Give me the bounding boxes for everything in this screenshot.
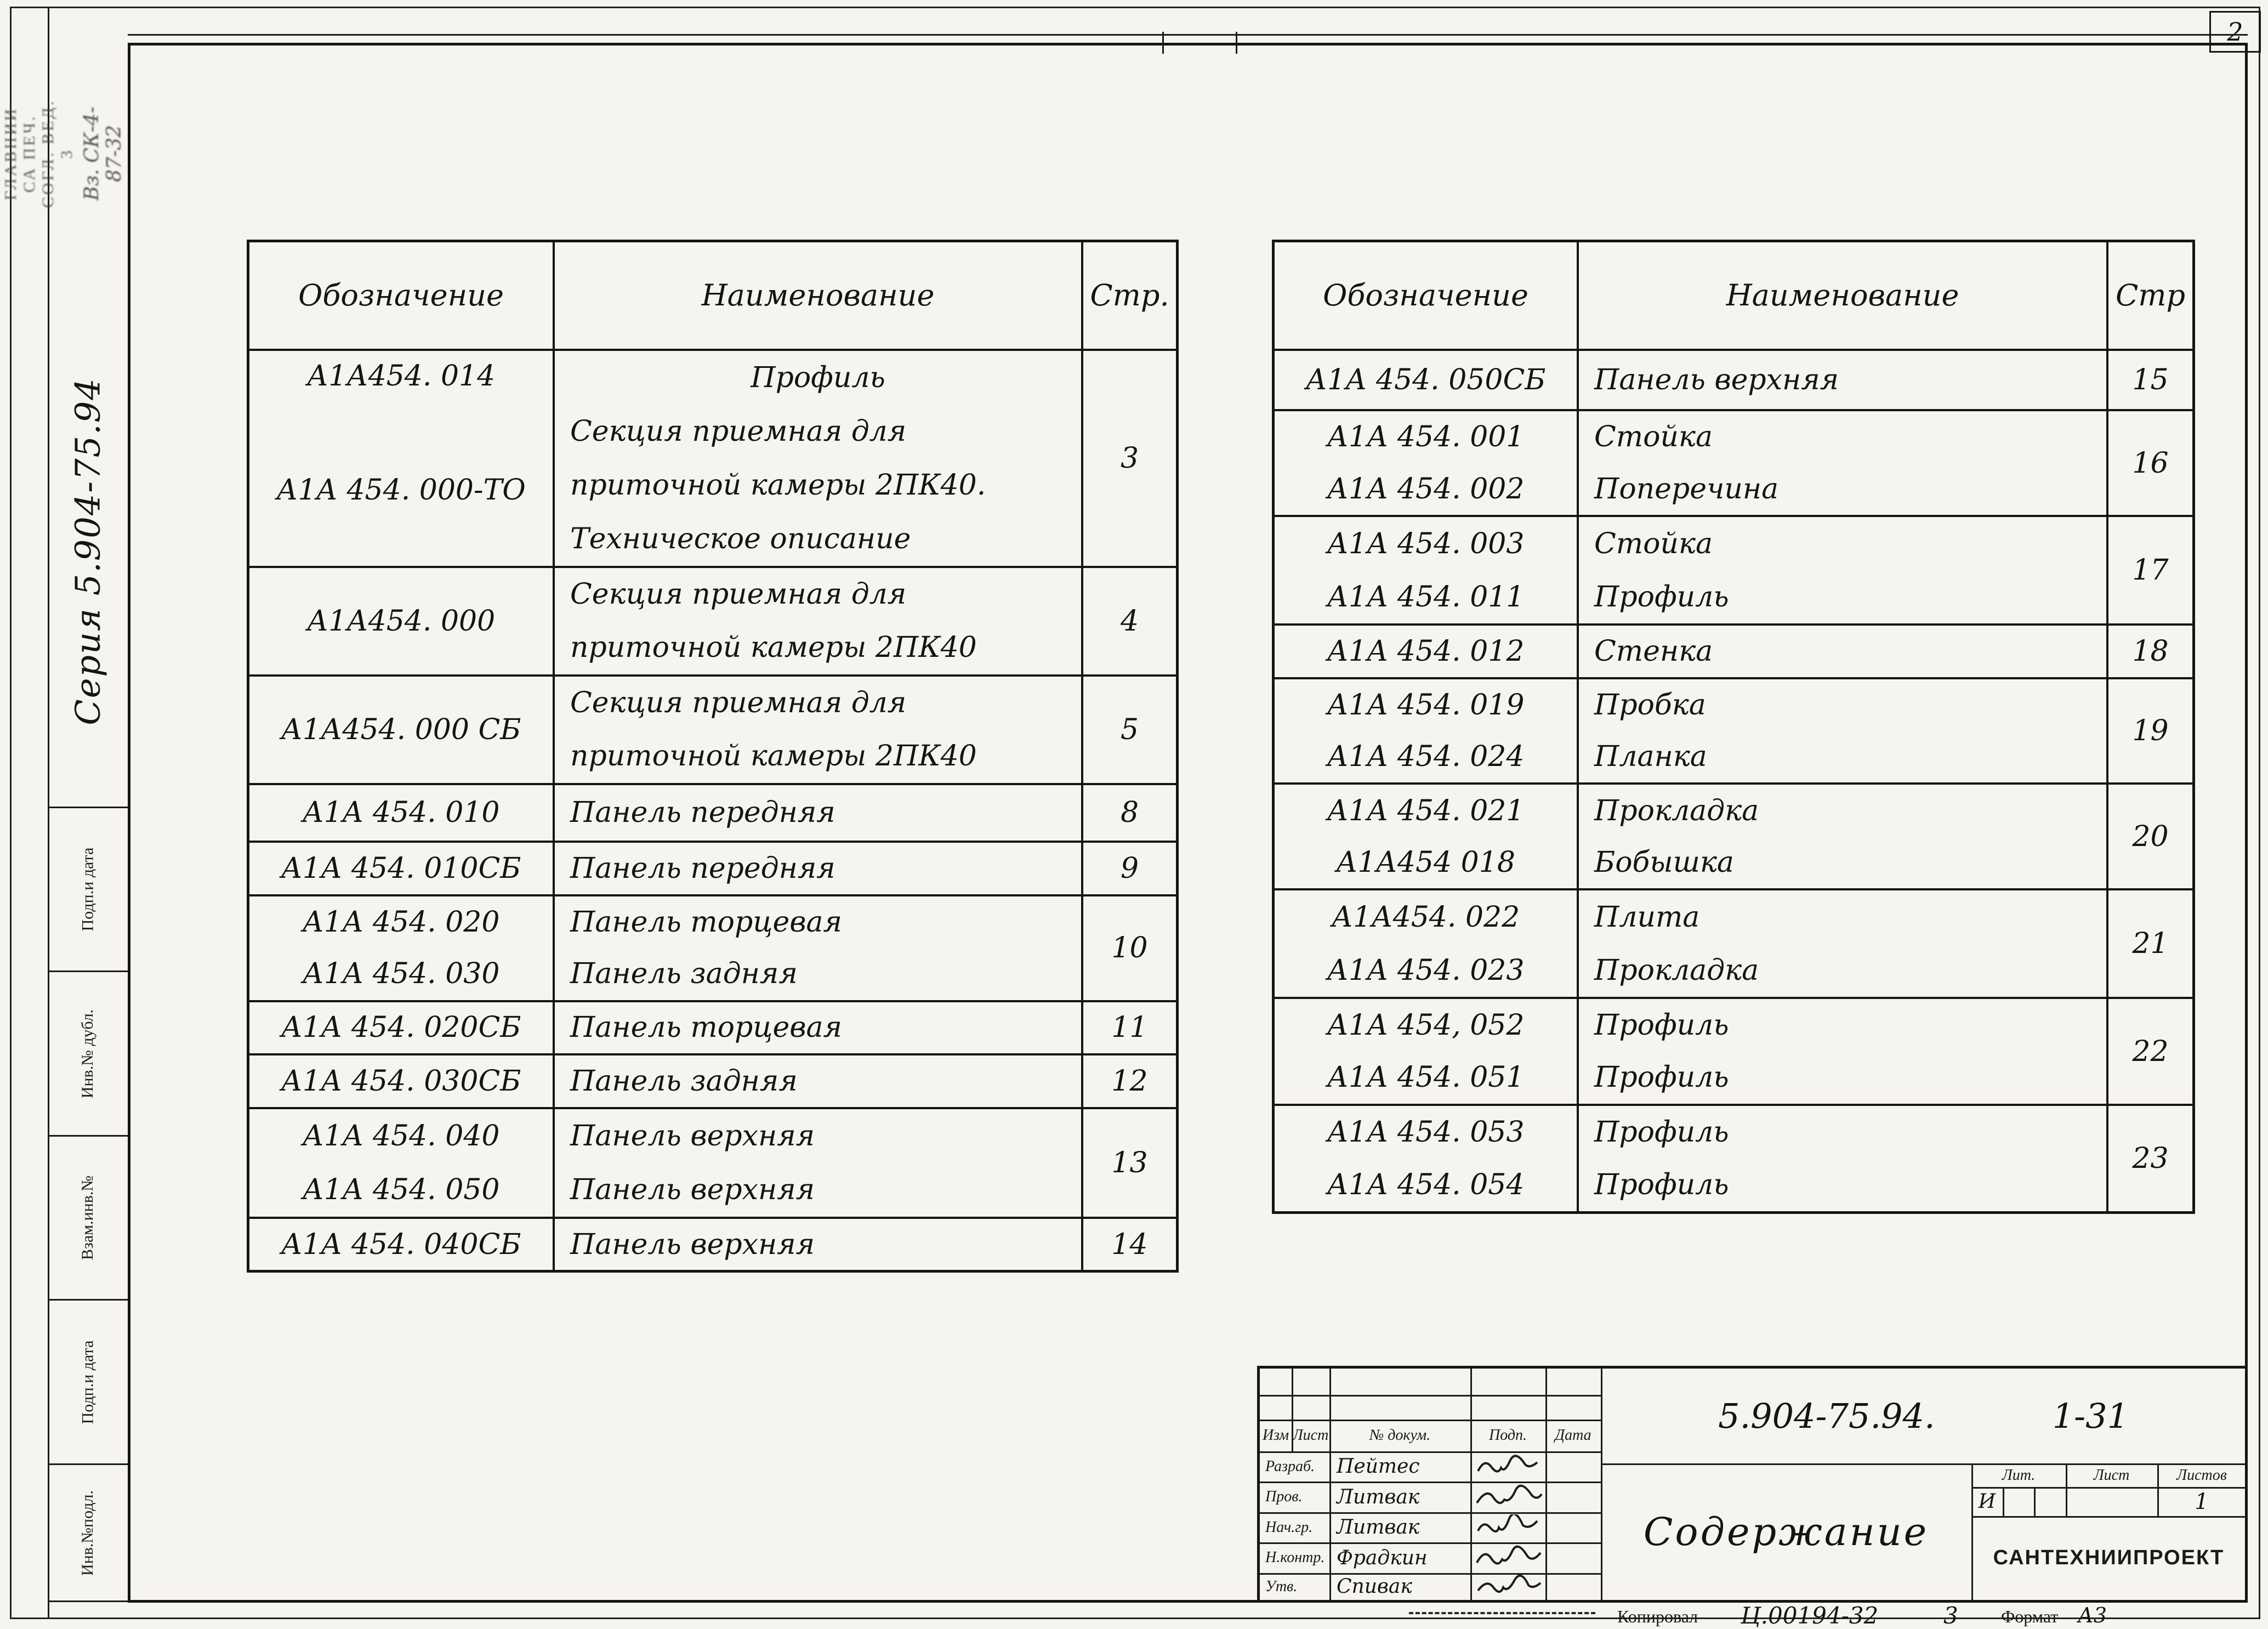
- table-row: [249, 568, 1176, 677]
- table-row: [1275, 517, 2192, 626]
- page-number: 10: [1111, 932, 1148, 965]
- table-row: [249, 1109, 1176, 1219]
- name-cell: [1579, 999, 2108, 1104]
- designation-line: А1А 454. 030: [302, 957, 500, 991]
- name-line: Панель верхняя: [570, 1173, 815, 1207]
- designation-line: А1А 454. 020: [302, 905, 500, 939]
- center-tick: [1162, 32, 1164, 54]
- designation-cell: [249, 568, 555, 674]
- page-number: 8: [1120, 796, 1139, 830]
- designation-cell: [1275, 679, 1579, 783]
- margin-box-label: Инв.№подл.: [78, 1490, 96, 1576]
- role-name-razrab: Пейтес: [1337, 1455, 1420, 1478]
- name-line: Техническое описание: [570, 522, 911, 555]
- name-line: Панель верхняя: [570, 1228, 815, 1261]
- name-line: Плита: [1594, 900, 1700, 934]
- name-line: Стенка: [1594, 634, 1713, 668]
- stamp-handwritten-note: Вз. СК-4-87-32: [81, 106, 126, 201]
- role-name-utv: Спивак: [1337, 1575, 1412, 1598]
- page-number: 22: [2132, 1035, 2169, 1068]
- table-row: [249, 677, 1176, 785]
- name-cell: [555, 1219, 1083, 1270]
- contents-table-right: [1272, 240, 2195, 1214]
- signature-razrab: [1474, 1454, 1545, 1479]
- format-label: Формат: [2001, 1607, 2059, 1626]
- margin-box-podp-data-1: [48, 807, 128, 970]
- signature-icon: [1474, 1454, 1545, 1479]
- doc-title-cell: [1601, 1463, 1971, 1600]
- center-tick: [1236, 32, 1237, 54]
- page-number: 16: [2132, 446, 2169, 480]
- name-line: Панель задняя: [570, 1064, 798, 1098]
- designation-cell: [249, 1219, 555, 1270]
- page-number: 12: [1111, 1064, 1148, 1098]
- designation-line: А1А 454. 021: [1327, 794, 1525, 827]
- table-row: [249, 843, 1176, 896]
- doc-number: 5.904-75.94.: [1718, 1396, 1935, 1436]
- designation-line: А1А 454. 011: [1327, 580, 1525, 614]
- name-line: Прокладка: [1594, 953, 1759, 987]
- name-line: Панель верхняя: [570, 1119, 815, 1153]
- designation-line: А1А 454. 053: [1327, 1116, 1525, 1149]
- column-header-name: Наименование: [1579, 242, 2108, 349]
- designation-line: А1А 454. 024: [1327, 740, 1525, 774]
- name-line: Пробка: [1594, 688, 1706, 722]
- name-cell: [1579, 517, 2108, 623]
- name-line: Профиль: [751, 361, 885, 394]
- role-label-nkontr: Н.контр.: [1265, 1549, 1325, 1566]
- margin-box-label: Подп.и дата: [78, 1340, 96, 1424]
- name-line: Стойка: [1594, 527, 1713, 560]
- designation-line: А1А 454. 051: [1327, 1061, 1525, 1094]
- margin-box-inv-dubl: [48, 970, 128, 1135]
- designation-cell: [1275, 626, 1579, 677]
- page-number: 4: [1120, 604, 1139, 638]
- name-cell: [1579, 351, 2108, 409]
- listov-header: Листов: [2176, 1466, 2227, 1484]
- name-cell: [555, 785, 1083, 841]
- approval-stamp: [1, 38, 126, 269]
- table-row: [1275, 679, 2192, 785]
- column-header-designation: Обозначение: [1275, 242, 1579, 349]
- signature-icon: [1474, 1574, 1545, 1599]
- designation-cell: [1275, 1106, 1579, 1211]
- sheet-number-box: [2209, 11, 2261, 53]
- name-cell: [1579, 411, 2108, 515]
- designation-line: А1А 454. 010: [302, 796, 500, 830]
- designation-cell: [249, 896, 555, 1000]
- name-line: Профиль: [1594, 1168, 1729, 1201]
- title-block: [1257, 1366, 2248, 1603]
- designation-cell: [249, 1109, 555, 1217]
- designation-line: А1А 454. 040: [302, 1119, 500, 1153]
- kopiroval-label: Копировал: [1617, 1607, 1698, 1626]
- sheet-range: 1-31: [2052, 1396, 2129, 1436]
- name-line: Поперечина: [1594, 472, 1779, 506]
- designation-cell: [1275, 351, 1579, 409]
- table-row: [1275, 411, 2192, 517]
- designation-line: А1А454 018: [1336, 846, 1515, 879]
- name-cell: [1579, 890, 2108, 997]
- designation-line: А1А 454. 001: [1327, 421, 1525, 454]
- doc-title: Содержание: [1643, 1509, 1929, 1554]
- col-header-list: Лист: [1292, 1427, 1329, 1444]
- page-number: 21: [2132, 927, 2169, 961]
- table-header-row: [1275, 242, 2192, 351]
- name-line: Панель задняя: [570, 957, 798, 991]
- lit-value: И: [1978, 1490, 1996, 1513]
- name-line: Профиль: [1594, 580, 1729, 614]
- designation-cell: [249, 351, 555, 566]
- page-number: 13: [1111, 1146, 1148, 1179]
- signature-utv: [1474, 1575, 1545, 1599]
- designation-cell: [249, 1055, 555, 1106]
- designation-line: А1А 454. 020СБ: [281, 1011, 521, 1045]
- column-header-name: Наименование: [555, 242, 1083, 349]
- designation-line: А1А454. 000 СБ: [281, 713, 521, 746]
- signature-nkontr: [1474, 1545, 1545, 1570]
- name-cell: [1579, 679, 2108, 783]
- table-row: [1275, 785, 2192, 890]
- table-header-row: [249, 242, 1176, 351]
- designation-cell: [249, 1002, 555, 1053]
- stamp-text: СОГЛ. ВЕД. 3: [39, 99, 76, 208]
- designation-line: А1А 454. 030СБ: [281, 1064, 521, 1098]
- name-line: приточной камеры 2ПК40: [570, 740, 977, 773]
- col-header-podp: Подп.: [1488, 1427, 1527, 1444]
- name-line: Профиль: [1594, 1116, 1729, 1149]
- list-value: [2066, 1487, 2157, 1516]
- series-label-box: [48, 329, 128, 773]
- signature-prov: [1474, 1484, 1545, 1509]
- margin-box-label: Взам.инв.№: [78, 1175, 96, 1261]
- designation-cell: [1275, 517, 1579, 623]
- designation-cell: [249, 785, 555, 841]
- signature-icon: [1474, 1484, 1545, 1509]
- series-label: Серия 5.904-75.94: [67, 377, 108, 725]
- name-cell: [555, 568, 1083, 674]
- table-row: [249, 1002, 1176, 1055]
- designation-line: А1А 454. 000-ТО: [276, 473, 526, 507]
- designation-line: А1А454. 000: [306, 604, 496, 638]
- table-row: [249, 351, 1176, 568]
- signature-icon: [1474, 1545, 1545, 1570]
- page-number: 19: [2132, 714, 2169, 747]
- margin-box-label: Подп.и дата: [78, 847, 96, 932]
- designation-cell: [1275, 890, 1579, 997]
- name-cell: [555, 896, 1083, 1000]
- page-number: 18: [2132, 634, 2169, 668]
- col-header-data: Дата: [1555, 1427, 1591, 1444]
- frame-double-line: [128, 34, 2248, 36]
- name-line: Прокладка: [1594, 794, 1759, 827]
- column-header-page: Стр: [2115, 278, 2186, 313]
- name-line: Профиль: [1594, 1008, 1729, 1042]
- designation-line: А1А 454. 019: [1327, 688, 1525, 722]
- stamp-text: ГЛАВНИИ СА ПЕЧ.: [2, 106, 38, 201]
- role-label-razrab: Разраб.: [1265, 1457, 1315, 1475]
- name-cell: [555, 677, 1083, 783]
- margin-box-label: Инв.№ дубл.: [78, 1009, 96, 1098]
- table-row: [1275, 626, 2192, 679]
- role-label-prov: Пров.: [1265, 1488, 1303, 1505]
- col-header-izm: Изм: [1262, 1427, 1289, 1444]
- designation-cell: [1275, 785, 1579, 888]
- name-line: Секция приемная для: [570, 578, 907, 611]
- name-line: Бобышка: [1594, 846, 1734, 879]
- name-line: приточной камеры 2ПК40: [570, 631, 977, 665]
- name-line: Планка: [1594, 740, 1707, 774]
- name-line: Профиль: [1594, 1061, 1729, 1094]
- table-row: [249, 896, 1176, 1002]
- table-row: [1275, 890, 2192, 999]
- role-name-nkontr: Фрадкин: [1337, 1546, 1428, 1569]
- signature-icon: [1474, 1514, 1545, 1540]
- list-header: Лист: [2093, 1466, 2130, 1484]
- designation-cell: [249, 843, 555, 894]
- name-cell: [1579, 1106, 2108, 1211]
- organization-cell: [1971, 1516, 2246, 1600]
- table-row: [1275, 1106, 2192, 1211]
- designation-line: А1А 454. 003: [1327, 527, 1525, 560]
- col-header-dokum: № докум.: [1369, 1427, 1431, 1444]
- name-line: Панель верхняя: [1594, 364, 1839, 397]
- kopiroval-value: Ц.00194-32: [1741, 1602, 1879, 1629]
- column-header-page: Стр.: [1090, 278, 1169, 313]
- listov-value: 1: [2195, 1489, 2209, 1514]
- name-line: Панель передняя: [570, 852, 835, 885]
- page-number: 14: [1111, 1228, 1148, 1261]
- designation-line: А1А 454. 002: [1327, 472, 1525, 506]
- designation-cell: [1275, 999, 1579, 1104]
- page-number: 5: [1120, 713, 1139, 746]
- table-row: [1275, 351, 2192, 411]
- designation-line: А1А 454. 010СБ: [281, 852, 521, 885]
- name-line: Панель торцевая: [570, 905, 842, 939]
- page-number: 20: [2132, 820, 2169, 853]
- name-cell: [555, 1055, 1083, 1106]
- margin-box-vzam-inv: [48, 1135, 128, 1299]
- name-line: Панель передняя: [570, 796, 835, 830]
- designation-line: А1А 454. 050СБ: [1305, 364, 1546, 397]
- role-name-nachgr: Литвак: [1337, 1516, 1420, 1539]
- doc-designation-cell: [1601, 1369, 2246, 1463]
- page-number: 15: [2132, 364, 2169, 397]
- page-number: 23: [2132, 1142, 2169, 1176]
- table-row: [1275, 999, 2192, 1106]
- name-cell: [555, 351, 1083, 566]
- name-line: приточной камеры 2ПК40.: [570, 468, 986, 502]
- contents-table-left: [247, 240, 1179, 1273]
- column-header-designation: Обозначение: [249, 242, 555, 349]
- name-line: Стойка: [1594, 421, 1713, 454]
- margin-box-podp-data-2: [48, 1299, 128, 1463]
- name-cell: [555, 1109, 1083, 1217]
- role-name-prov: Литвак: [1337, 1485, 1420, 1508]
- format-value: А3: [2078, 1603, 2107, 1627]
- name-cell: [1579, 626, 2108, 677]
- designation-line: А1А454. 014: [306, 359, 496, 393]
- name-cell: [1579, 785, 2108, 888]
- page-number: 9: [1120, 852, 1139, 885]
- designation-cell: [1275, 411, 1579, 515]
- designation-line: А1А 454. 012: [1327, 634, 1525, 668]
- role-label-nachgr: Нач.гр.: [1265, 1518, 1313, 1536]
- name-cell: [555, 1002, 1083, 1053]
- designation-line: А1А 454. 023: [1327, 953, 1525, 987]
- signature-nachgr: [1474, 1514, 1545, 1540]
- name-line: Секция приемная для: [570, 415, 907, 448]
- designation-line: А1А 454. 054: [1327, 1168, 1525, 1201]
- name-line: Секция приемная для: [570, 686, 907, 720]
- footer-dashes: [1409, 1612, 1595, 1614]
- page-number: 17: [2132, 554, 2169, 587]
- lit-header: Лит.: [2002, 1466, 2036, 1484]
- table-row: [249, 1219, 1176, 1270]
- footer-number: 3: [1943, 1602, 1958, 1629]
- margin-box-inv-podl: [48, 1463, 128, 1602]
- role-label-utv: Утв.: [1265, 1577, 1298, 1595]
- organization-name: САНТЕХНИИПРОЕКТ: [1993, 1546, 2225, 1569]
- table-row: [249, 785, 1176, 843]
- sheet-number: 2: [2227, 17, 2243, 47]
- page-number: 3: [1120, 441, 1139, 475]
- name-line: Панель торцевая: [570, 1011, 842, 1045]
- designation-line: А1А454. 022: [1331, 900, 1520, 934]
- page-number: 11: [1111, 1011, 1148, 1045]
- designation-line: А1А 454. 050: [302, 1173, 500, 1207]
- table-row: [249, 1055, 1176, 1109]
- designation-line: А1А 454, 052: [1327, 1008, 1525, 1042]
- designation-line: А1А 454. 040СБ: [281, 1228, 521, 1261]
- name-cell: [555, 843, 1083, 894]
- designation-cell: [249, 677, 555, 783]
